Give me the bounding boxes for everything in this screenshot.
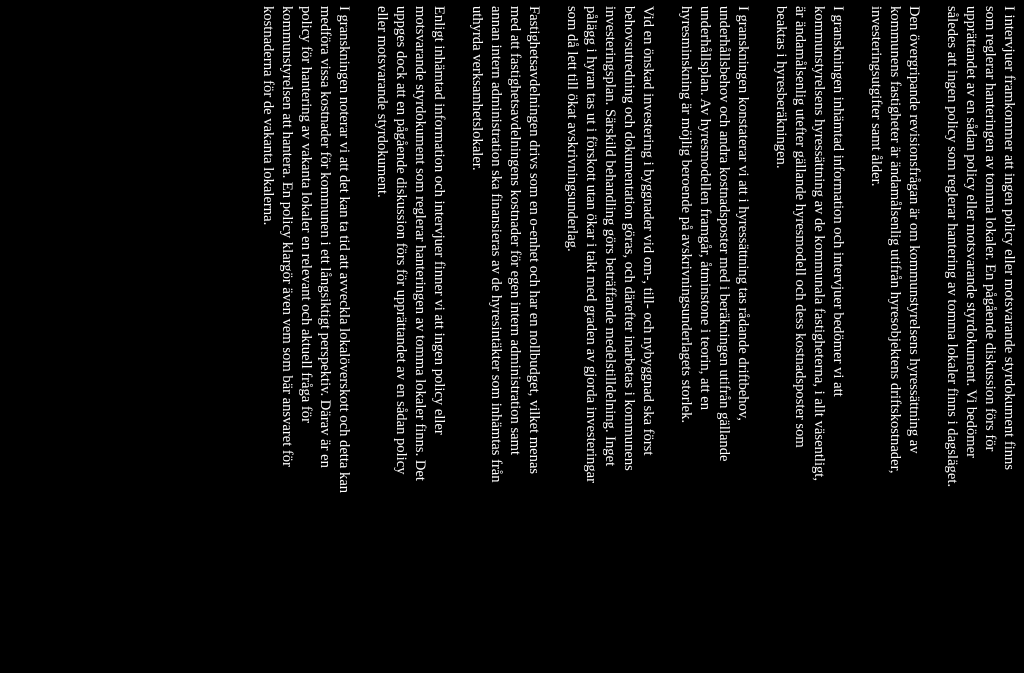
text-line: I granskningen inhämtad information och intervjuer bedömer vi att <box>830 6 846 397</box>
text-line: med att fastighetsavdelningens kostnader för egen intern administration samt <box>507 6 523 456</box>
text-line: medföra vissa kostnader för kommunen i ett långsiktigt perspektiv. Därav är en <box>317 6 333 468</box>
text-line: uppges dock att en pågående diskussion förs för upprättandet av en sådan policy <box>393 6 409 475</box>
text-line: underhållsplan. Av hyresmodellen framgår, åtminstone i teorin, att en <box>697 6 713 411</box>
text-line: investeringsplan. Särskild behandling görs beträffande medelstilldelning. Inget <box>602 6 618 467</box>
text-line: underhållsbehov och andra kostnadsposter med i beräkningen utifrån gällande <box>716 6 732 462</box>
body-paragraph <box>942 6 1018 663</box>
text-line: I granskningen konstaterar vi att i hyressättning tas rådande driftbehov, <box>735 6 751 421</box>
document-body <box>258 6 1018 663</box>
text-line: Vid en önskad investering i byggnader vid om-, till- och nybyggnad ska först <box>640 6 656 456</box>
text-line: är ändamålsenlig utefter gällande hyresmodell och dess kostnadsposter som <box>792 6 808 448</box>
text-line: kommunens fastigheter är ändamålsenlig utifrån hyresobjektens driftskostnader, <box>887 6 903 474</box>
text-line: kommunstyrelsens hyressättning av de kommunala fastigheterna, i allt väsentligt, <box>811 6 827 482</box>
text-line: Enligt inhämtad information och intervjuer finner vi att ingen policy eller <box>431 6 447 435</box>
text-line: kommunstyrelsen att hantera. En policy klargör även vem som bär ansvaret för <box>279 6 295 467</box>
text-line: investeringsutgifter samt ålder. <box>868 6 884 187</box>
body-paragraph <box>676 6 752 663</box>
text-line: upprättandet av en sådan policy eller motsvarande styrdokument. Vi bedömer <box>963 6 979 458</box>
text-line: annan intern administration ska finansieras av de hyresintäkter som inhämtas från <box>488 6 504 483</box>
text-line: I granskningen noterar vi att det kan ta tid att avveckla lokalöverskott och detta kan <box>336 6 352 494</box>
text-line: motsvarande styrdokument som reglerar hanteringen av tomma lokaler finns. Det <box>412 6 428 481</box>
text-line: uthyrda verksamhetslokaler. <box>469 6 485 171</box>
text-line: Den övergripande revisionsfrågan är om kommunstyrelsens hyressättning av <box>906 6 922 454</box>
text-line: således att ingen policy som reglerar hantering av tomma lokaler finns i dagsläget. <box>944 6 960 488</box>
text-line: som reglerar hanteringen av tomma lokaler. En pågående diskussion förs för <box>982 6 998 452</box>
text-line: pålägg i hyran tas ut i förskott utan ökar i takt med graden av gjorda investeringar <box>583 6 599 483</box>
body-paragraph <box>771 6 847 663</box>
text-line: behovsutredning och dokumentation göras, och därefter inarbetas i kommunens <box>621 6 637 471</box>
text-line: hyresminskning är möjlig beroende på avskrivningsunderlagets storlek. <box>678 6 694 424</box>
text-line: som då lett till ökat avskrivningsunderlag. <box>564 6 580 252</box>
text-line: I intervjuer framkommer att ingen policy eller motsvarande styrdokument finns <box>1001 6 1017 471</box>
text-line: Fastighetsavdelningen drivs som en o-enhet och har en nollbudget, vilket menas <box>526 6 542 475</box>
text-line: policy för hantering av vakanta lokaler en relevant och aktuell fråga för <box>298 6 314 423</box>
body-paragraph <box>467 6 543 663</box>
text-line: beaktas i hyresberäkningen. <box>773 6 789 169</box>
body-paragraph <box>562 6 657 663</box>
text-line: kostnaderna för de vakanta lokalerna. <box>260 6 276 226</box>
body-paragraph <box>866 6 923 663</box>
body-paragraph <box>258 6 353 663</box>
text-line: eller motsvarande styrdokument. <box>374 6 390 198</box>
body-paragraph <box>372 6 448 663</box>
